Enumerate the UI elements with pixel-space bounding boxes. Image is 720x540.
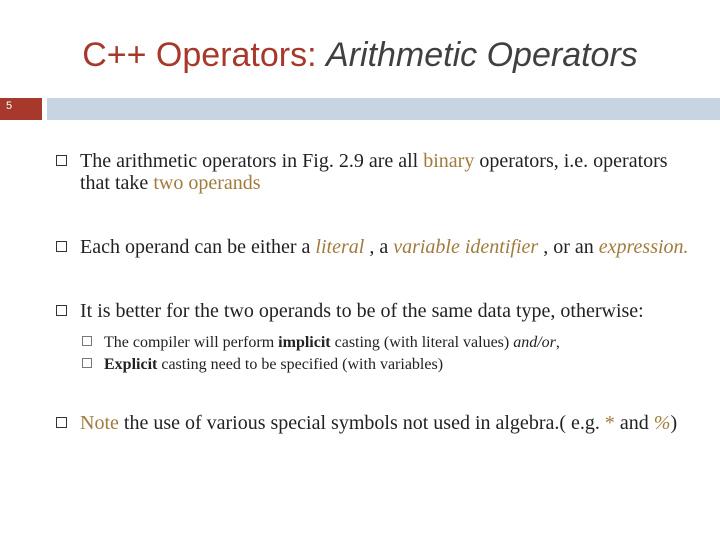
square-subbullet-icon [82, 358, 92, 368]
sub-list [80, 332, 694, 376]
square-bullet-icon [56, 305, 67, 316]
subbullet-1: The compiler will perform implicit casting (with literal values) and/or, [80, 332, 694, 354]
square-bullet-icon [56, 155, 67, 166]
header-bar [47, 98, 720, 120]
title-main: C++ Operators: [82, 36, 317, 74]
square-bullet-icon [56, 241, 67, 252]
bullet-1: The arithmetic operators in Fig. 2.9 are all binary operators, i.e. operators that take two operands [54, 150, 694, 194]
bullet-4: Note the use of various special symbols not used in algebra.( e.g. * and %) [54, 412, 694, 434]
title-sub: Arithmetic Operators [326, 36, 638, 74]
square-subbullet-icon [82, 336, 92, 346]
square-bullet-icon [56, 417, 67, 428]
bullet-2: Each operand can be either a literal , a variable identifier , or an expression. [54, 236, 694, 258]
slide-content [54, 150, 694, 434]
slide-title [0, 36, 720, 75]
bullet-3: It is better for the two operands to be of the same data type, otherwise: [54, 300, 694, 322]
page-number: 5 [6, 100, 13, 112]
subbullet-2: Explicit casting need to be specified (with variables) [80, 354, 694, 376]
